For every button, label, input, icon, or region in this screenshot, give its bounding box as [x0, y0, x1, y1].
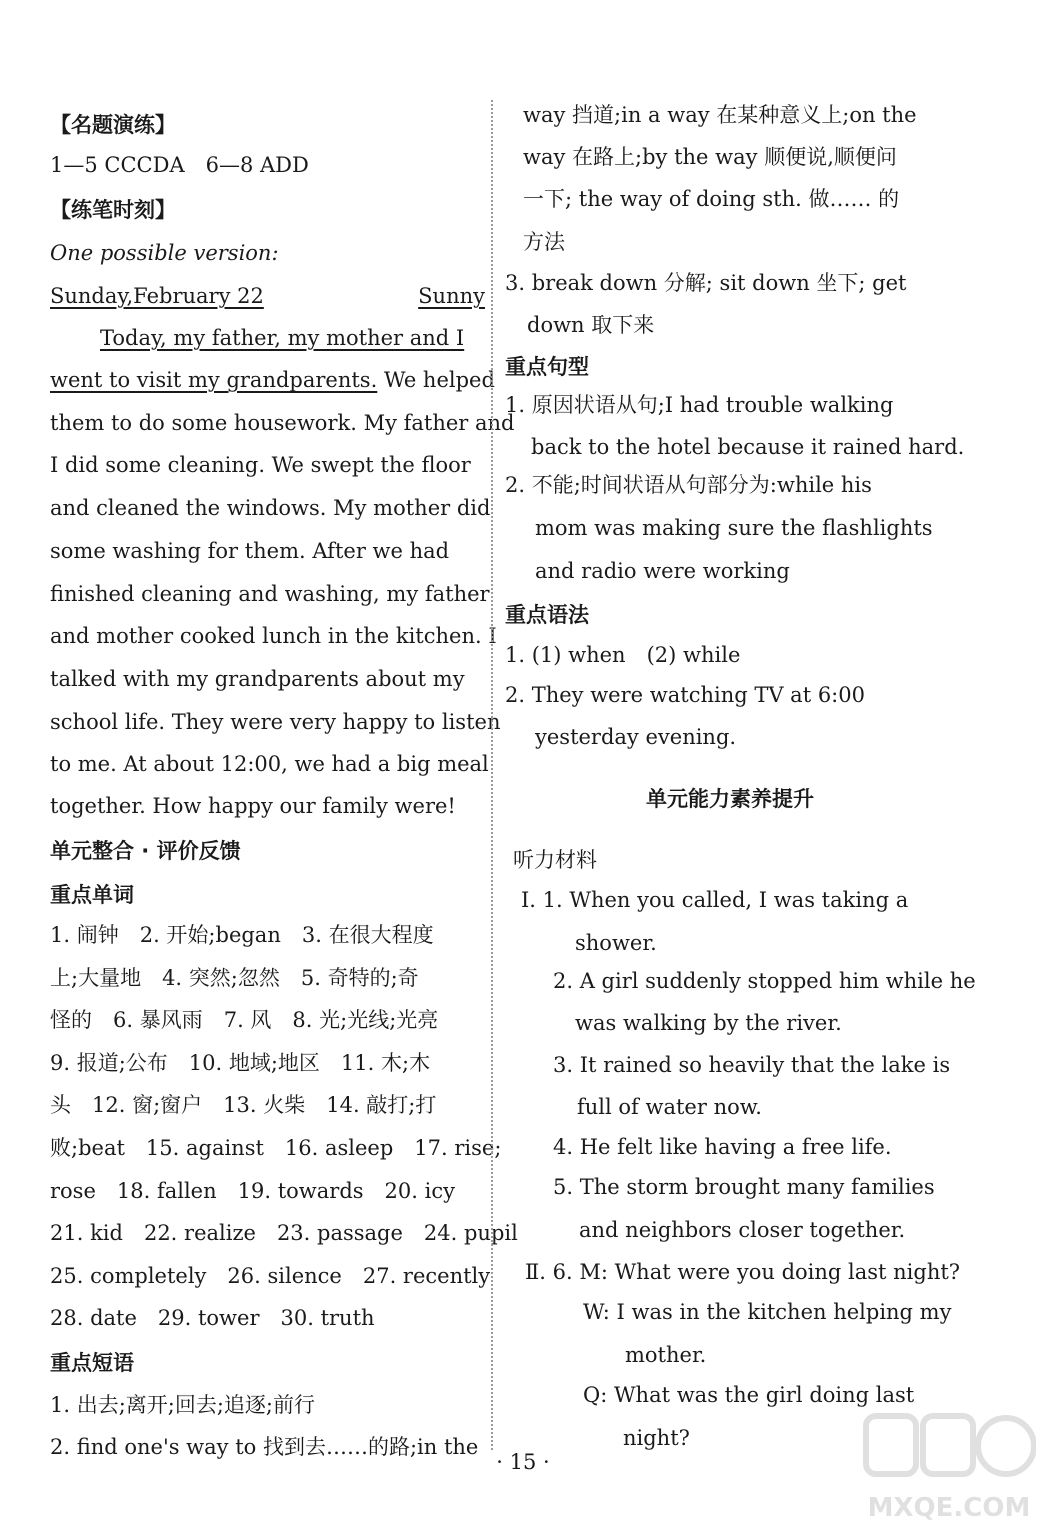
diary-line: school life. They were very happy to listen	[50, 710, 501, 734]
section-heading-mingti: 【名题演练】	[50, 113, 176, 137]
listening-line: 4. He felt like having a free life.	[553, 1135, 892, 1159]
watermark-text: MXQE.COM	[867, 1493, 1031, 1523]
column-divider	[491, 100, 493, 1450]
diary-header	[50, 281, 485, 311]
word-line: 28. date 29. tower 30. truth	[50, 1306, 375, 1330]
diary-line: together. How happy our family were!	[50, 794, 456, 818]
diary-line: them to do some housework. My father and	[50, 411, 515, 435]
sentence-line: back to the hotel because it rained hard.	[531, 435, 965, 459]
word-line: 21. kid 22. realize 23. passage 24. pupil	[50, 1221, 518, 1245]
word-line: 怪的 6. 暴风雨 7. 风 8. 光;光线;光亮	[50, 1008, 439, 1032]
listening-line: night?	[623, 1426, 690, 1450]
watermark-logo	[861, 1408, 1036, 1528]
section-heading-grammar: 重点语法	[505, 603, 589, 627]
diary-line: finished cleaning and washing, my father	[50, 582, 490, 606]
section-heading-lianbi: 【练笔时刻】	[50, 198, 176, 222]
word-line: rose 18. fallen 19. towards 20. icy	[50, 1179, 455, 1203]
word-line: 9. 报道;公布 10. 地域;地区 11. 木;木	[50, 1051, 431, 1075]
phrase-line: 1. 出去;离开;回去;追逐;前行	[50, 1393, 316, 1417]
listening-line: Ⅰ. 1. When you called, I was taking a	[521, 888, 909, 912]
listening-line: Q: What was the girl doing last	[583, 1383, 915, 1407]
sentence-line: mom was making sure the flashlights	[535, 516, 933, 540]
word-line: 上;大量地 4. 突然;忽然 5. 奇特的;奇	[50, 966, 419, 990]
section-heading-words: 重点单词	[50, 883, 134, 907]
section-heading-listening: 听力材料	[513, 848, 597, 872]
phrase-line: 方法	[523, 230, 565, 254]
section-heading-sentences: 重点句型	[505, 355, 589, 379]
diary-date: Sunday,February 22	[50, 284, 264, 308]
listening-line: mother.	[625, 1343, 707, 1367]
section-heading-unit: 单元整合 · 评价反馈	[50, 839, 241, 863]
phrase-line: way 挡道;in a way 在某种意义上;on the	[523, 103, 917, 127]
listening-line: 2. A girl suddenly stopped him while he	[553, 969, 976, 993]
listening-line: Ⅱ. 6. M: What were you doing last night?	[525, 1260, 961, 1284]
phrase-line: 一下; the way of doing sth. 做…… 的	[523, 187, 900, 211]
sentence-line: 1. 原因状语从句;I had trouble walking	[505, 393, 894, 417]
listening-line: 3. It rained so heavily that the lake is	[553, 1053, 951, 1077]
sentence-line: and radio were working	[535, 559, 790, 583]
diary-line: went to visit my grandparents. We helped	[50, 368, 495, 392]
diary-line: to me. At about 12:00, we had a big meal	[50, 752, 489, 776]
version-label: One possible version:	[50, 241, 279, 265]
phrase-line: 2. find one's way to 找到去……的路;in the	[50, 1435, 479, 1459]
diary-line: and cleaned the windows. My mother did	[50, 496, 491, 520]
diary-line: and mother cooked lunch in the kitchen. I	[50, 624, 497, 648]
listening-line: 5. The storm brought many families	[553, 1175, 935, 1199]
section-heading-phrases: 重点短语	[50, 1351, 134, 1375]
answer-line: 1—5 CCCDA 6—8 ADD	[50, 153, 309, 177]
diary-line: some washing for them. After we had	[50, 539, 450, 563]
diary-line: Today, my father, my mother and I	[100, 326, 465, 350]
grammar-line: yesterday evening.	[535, 725, 737, 749]
listening-line: W: I was in the kitchen helping my	[583, 1300, 952, 1324]
phrase-line: down 取下来	[527, 313, 655, 337]
sentence-line: 2. 不能;时间状语从句部分为:while his	[505, 473, 872, 497]
page-number: · 15 ·	[496, 1450, 550, 1474]
diary-line: talked with my grandparents about my	[50, 667, 465, 691]
word-line: 25. completely 26. silence 27. recently	[50, 1264, 491, 1288]
phrase-line: 3. break down 分解; sit down 坐下; get	[505, 271, 907, 295]
grammar-line: 1. (1) when (2) while	[505, 643, 741, 667]
listening-line: shower.	[575, 931, 657, 955]
word-line: 1. 闹钟 2. 开始;began 3. 在很大程度	[50, 923, 434, 947]
phrase-line: way 在路上;by the way 顺便说,顺便问	[523, 145, 897, 169]
section-heading-ability: 单元能力素养提升	[646, 787, 814, 811]
listening-line: full of water now.	[577, 1095, 762, 1119]
diary-weather: Sunny	[418, 284, 485, 308]
grammar-line: 2. They were watching TV at 6:00	[505, 683, 865, 707]
listening-line: was walking by the river.	[575, 1011, 842, 1035]
word-line: 败;beat 15. against 16. asleep 17. rise;	[50, 1136, 502, 1160]
word-line: 头 12. 窗;窗户 13. 火柴 14. 敲打;打	[50, 1093, 437, 1117]
diary-line: I did some cleaning. We swept the floor	[50, 453, 471, 477]
listening-line: and neighbors closer together.	[579, 1218, 906, 1242]
